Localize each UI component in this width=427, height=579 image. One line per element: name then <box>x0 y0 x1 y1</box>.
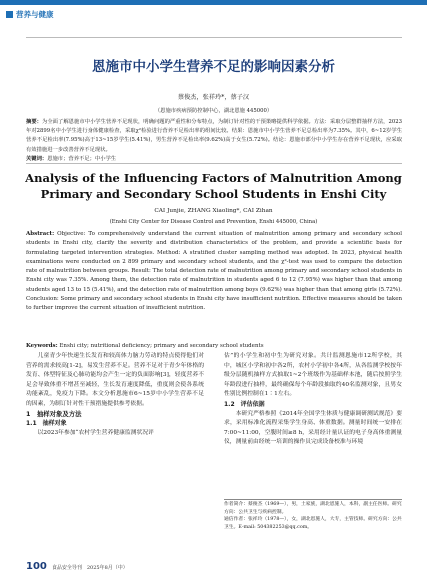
subsection-heading-1-1: 1.1 抽样对象 <box>26 420 67 428</box>
sampling-paragraph-start: 以2023年参加“农村学生营养健康监测状况评 <box>37 429 154 436</box>
english-keywords-row <box>26 343 402 349</box>
chinese-abstract-text: 为全面了解恩施市中小学生营养不足现状，明确问题的严重性和分布特点，为制订针对性的干预策略提供科学依据。方法：采取分层整群抽样方法，2023年对2899名中小学生进行身体健康检查，采取χ²检验进行营养不足检出率的组间比较。结果：恩施市中小学生营养不足总检出率为7.35%。其中，6~12岁学生营养不足检出率(7.95%)高于13~15岁学生(5.41%)，男生营养不足检出率(9.62%)高于女生(5.72%)。结论：恩施市部分中小学生存在营养不足现状，应采取有效措施进一步改善营养不足现状。 <box>26 119 402 153</box>
abstract-divider <box>26 163 402 164</box>
page-footer <box>26 561 128 573</box>
english-abstract <box>26 230 402 314</box>
english-abstract-text: Objective: To comprehensively understand the current situation of malnutrition among primary and secondary school students in Enshi city, clarify the severity and distribution characteristics of the problem, and provide a scientific basis for formulating targeted intervention strategies. Method: A stratified cluster sampling method was adopted. In 2023, physical health examinations were conducted on 2 899 primary and secondary school students, and the χ²-test was used to compare the detection rate of malnutrition between groups. Result: The total detection rate of malnutrition among primary and secondary school students in Enshi city was 7.35%. Among them, the detection rate of malnutrition in students aged 6 to 12 (7.95%) was higher than that among students aged 13 to 15 (5.41%), and the detection rate of malnutrition among boys (9.62%) was higher than that among girls (5.72%). Conclusion: Some primary and secondary school students in Enshi city have insufficient nutrition. Effective measures should be taken to further improve the current situation of insufficient nutrition. <box>26 231 402 312</box>
english-authors: CAI Junjie, ZHANG Xiaoling*, CAI Zihan <box>154 208 273 214</box>
chinese-keywords: 恩施市；营养不足；中小学生 <box>47 155 117 162</box>
english-affiliation: (Enshi City Center for Disease Control and Prevention, Enshi 445000, China) <box>109 219 318 225</box>
intro-paragraph: 儿童青少年快速生长发育和较高体力脑力劳动的特点使得他们对营养的需求较高[1-2]，易发生营养不足。营养不足对于青少年体格的发育、体型特征及心肺功能均会产生一定的负面影响[3]，轻度营养不足会导致体重不增甚至减轻，生长发育速度降低，重度则会使各系统功能紊乱，免疫力下降。本文分析恩施市6~15岁中小学生营养不足的因素，为制订针对性干预措施提供参考依据。 <box>26 353 204 407</box>
square-marker-icon <box>6 11 13 18</box>
chinese-abstract <box>26 118 402 164</box>
page-number: 100 <box>26 561 47 572</box>
chinese-authors: 蔡俊杰，张祥玲*，蔡子汉 <box>177 94 250 101</box>
body-right-column <box>224 352 402 448</box>
english-keywords: Enshi city; nutritional deficiency; primary and secondary school students <box>59 343 264 349</box>
chinese-keywords-label: 关键词： <box>26 155 48 162</box>
section-tag <box>6 8 54 20</box>
chinese-affiliation: （恩施市疾病预防控制中心，湖北恩施 445000） <box>154 108 273 114</box>
english-keywords-label: Keywords: <box>26 343 58 349</box>
header-rule <box>26 37 402 38</box>
corresponding-author-footnote: 通信作者：张祥玲（1978—），女，湖北恩施人，大专，主管技师。研究方向：公共卫生。E-mail: 504382253@qq.com。 <box>224 517 402 530</box>
sampling-paragraph-cont: 估”的小学生和初中生为研究对象。共计监测恩施市12所学校，其中，城区小学和初中各2所，农村小学初中各4所，从各监测学校按年级分层随机抽样方式抽取1~2个班级作为基础样本池，随后按照学生年龄段进行抽样，最终确保每个年龄段抽取约40名监测对象，且男女性别比例控制在1∶1左右。 <box>224 353 402 398</box>
section-label: 营养与健康 <box>16 9 54 19</box>
author-info-footnote: 作者简介：蔡俊杰（1969—），男，土家族，湖北恩施人，本科，副主任医师。研究方向：公共卫生与疾病控制。 <box>224 502 402 515</box>
english-title: Analysis of the Influencing Factors of Malnutrition Among Primary and Secondary School Students in Enshi City <box>25 171 402 201</box>
journal-name: 食品安全导刊 2025年8月（中） <box>51 565 128 571</box>
top-color-bar <box>0 0 427 5</box>
body-left-column <box>26 352 204 438</box>
section-heading-1: 1 抽样对象及方法 <box>26 409 82 418</box>
evaluation-paragraph: 本研究严格参照《2014年全国学生体质与健康调研测试规范》要求，采用标准化流程采集学生身高、体重数据。测量时间统一安排在7:00~11:00，空腹时间≥8 h，采用经计量认证的电子身高体重测量仪，测量前由经统一培训的操作员完成设备校准与环境 <box>224 410 402 446</box>
english-abstract-label: Abstract: <box>26 231 55 237</box>
chinese-abstract-label: 摘要： <box>26 119 42 125</box>
footnote-rule <box>224 499 402 500</box>
subsection-heading-1-2: 1.2 评估依据 <box>224 400 265 408</box>
chinese-title: 恩施市中小学生营养不足的影响因素分析 <box>92 59 335 75</box>
